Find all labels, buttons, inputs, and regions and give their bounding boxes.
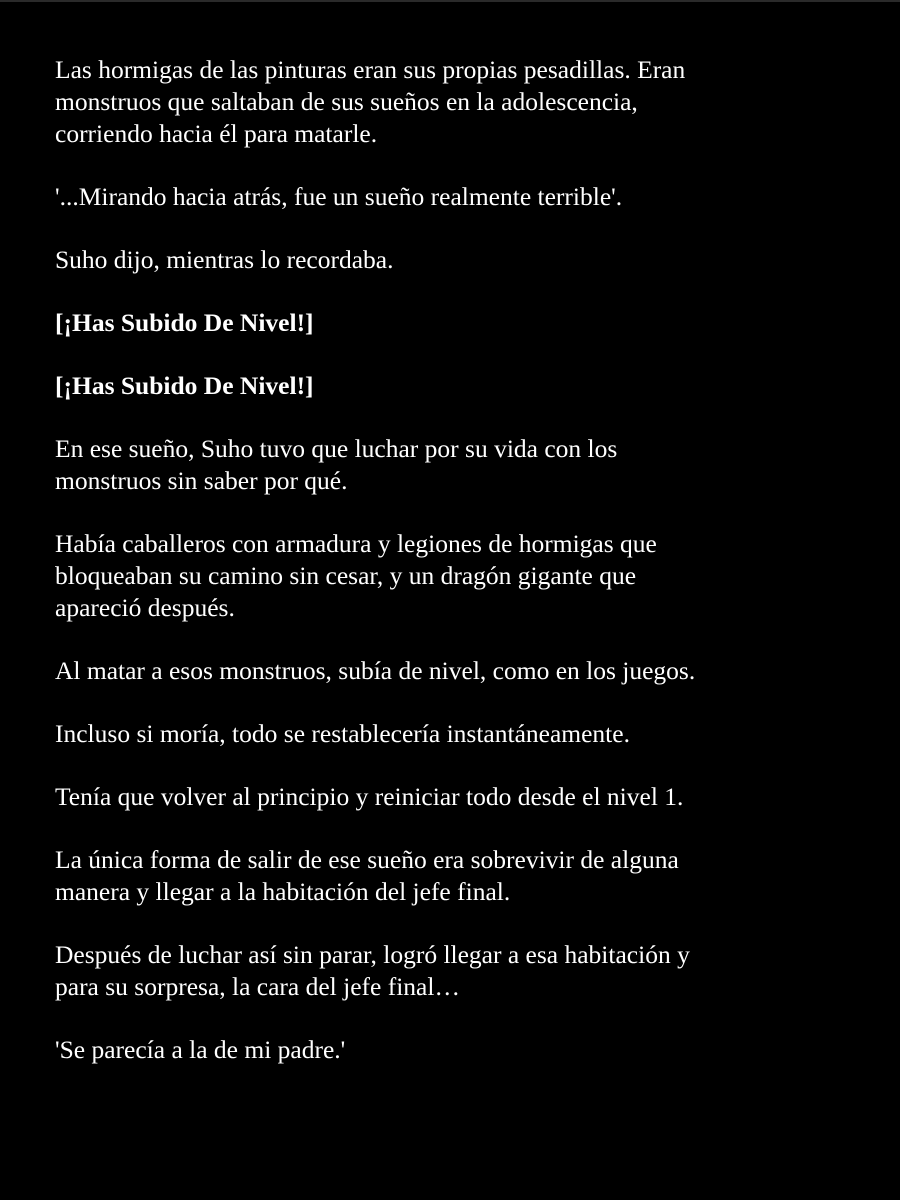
paragraph-restart-level-1	[55, 781, 875, 813]
text-line: apareció después.	[55, 593, 235, 622]
text-line: para su sorpresa, la cara del jefe final…	[55, 972, 460, 1001]
paragraph-only-way-out	[55, 844, 875, 908]
text-line: Después de luchar así sin parar, logró llegar a esa habitación y	[55, 940, 690, 969]
system-message-level-up	[55, 307, 875, 339]
text-line: Tenía que volver al principio y reiniciar todo desde el nivel 1.	[55, 782, 684, 811]
text-line: En ese sueño, Suho tuvo que luchar por su vida con los	[55, 434, 618, 463]
paragraph-looking-back	[55, 181, 875, 213]
paragraph-reset-on-death	[55, 718, 875, 750]
paragraph-nightmares	[55, 54, 875, 150]
text-line: corriendo hacia él para matarle.	[55, 119, 378, 148]
system-message-level-up	[55, 370, 875, 402]
text-line: manera y llegar a la habitación del jefe final.	[55, 877, 511, 906]
text-line: monstruos que saltaban de sus sueños en la adolescencia,	[55, 87, 638, 116]
paragraph-father-face	[55, 1034, 875, 1066]
text-line: '...Mirando hacia atrás, fue un sueño realmente terrible'.	[55, 182, 623, 211]
text-line: monstruos sin saber por qué.	[55, 466, 348, 495]
paragraph-fight-for-life	[55, 433, 875, 497]
text-line: 'Se parecía a la de mi padre.'	[55, 1035, 346, 1064]
text-line: [¡Has Subido De Nivel!]	[55, 371, 314, 400]
paragraph-boss-room	[55, 939, 875, 1003]
document-page	[55, 54, 875, 1097]
text-line: Las hormigas de las pinturas eran sus propias pesadillas. Eran	[55, 55, 686, 84]
text-line: La única forma de salir de ese sueño era sobrevivir de alguna	[55, 845, 679, 874]
paragraph-suho-said	[55, 244, 875, 276]
text-line: Incluso si moría, todo se restablecería instantáneamente.	[55, 719, 630, 748]
text-line: Al matar a esos monstruos, subía de nivel, como en los juegos.	[55, 656, 696, 685]
paragraph-level-up-like-games	[55, 655, 875, 687]
text-line: Suho dijo, mientras lo recordaba.	[55, 245, 394, 274]
paragraph-knights-ants-dragon	[55, 528, 875, 624]
text-line: Había caballeros con armadura y legiones de hormigas que	[55, 529, 657, 558]
text-line: [¡Has Subido De Nivel!]	[55, 308, 314, 337]
text-line: bloqueaban su camino sin cesar, y un dragón gigante que	[55, 561, 637, 590]
